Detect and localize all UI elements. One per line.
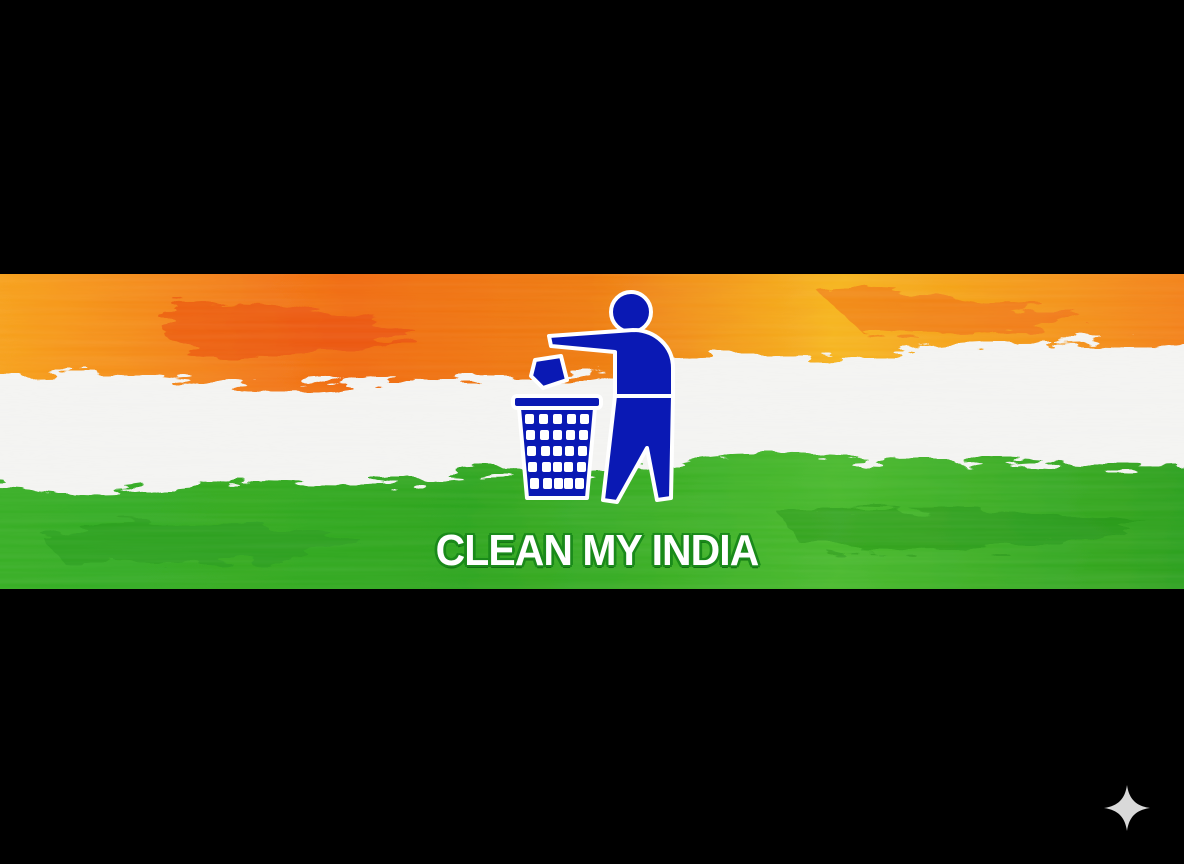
sparkle-icon xyxy=(1102,783,1152,833)
person-throwing-trash-in-bin-icon xyxy=(505,288,690,510)
banner-title: CLEAN MY INDIA xyxy=(435,526,759,575)
